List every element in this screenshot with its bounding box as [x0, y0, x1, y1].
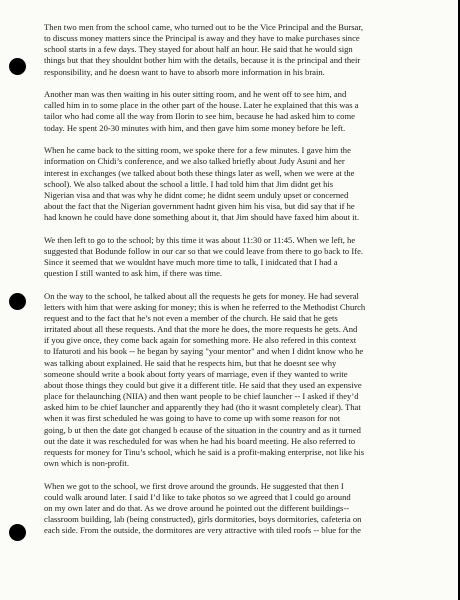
text-line: about those things they could but give it a different title. He said that they used an expensive	[44, 379, 362, 390]
text-line: was talking about explained. He said that he respects him, but that he doesnt see why	[44, 357, 337, 368]
text-line: today. He spent 20-30 minutes with him, and then gave him some money before he left.	[44, 122, 346, 133]
text-line: someone should write a book about forty years of marriage, even if they wanted to write	[44, 368, 348, 379]
text-line: suggested that Bodunde follow in our car so that we could leave from there to go back to Ife.	[44, 245, 364, 256]
text-line: When we got to the school, we first drove around the grounds. He suggested that then I	[44, 480, 344, 491]
paragraph	[44, 235, 429, 280]
text-line: to Ifaturoti and his book -- he began by saying "your mentor" and when I didnt know who he	[44, 346, 364, 357]
text-line: Nigerian visa and that was why he didnt come; he didnt seem unduly upset or concerned	[44, 189, 349, 200]
text-line: Then two men from the school came, who turned out to be the Vice Principal and the Bursar,	[44, 22, 364, 32]
text-line: place for thelaunching (NIIA) and then want people to be chief launcher -- I asked if they’d	[44, 391, 359, 402]
text-line: things but that they shouldnt bother him with the details, because it is the principal and their	[44, 55, 361, 66]
text-line: On the way to the school, he talked about all the requests he gets for money. He had several	[44, 290, 359, 301]
text-line: request and to the fact that he’s not even a member of the church. He said that he gets	[44, 313, 338, 323]
paragraph	[44, 89, 429, 134]
paragraph	[44, 481, 429, 537]
document-text	[44, 22, 429, 548]
text-line: could walk around later. I said I’d like to take photos so we agreed that I could go around	[44, 491, 351, 502]
text-line: irritated about all these requests. And that the more he does, the more requests he gets. And	[44, 324, 358, 335]
punch-hole-middle	[9, 293, 26, 310]
text-line: called him in to some place in the other part of the house. Later he explained that this was a	[44, 100, 359, 111]
text-line: tailor who had come all the way from Ilorin to see him, because he had asked him to come	[44, 111, 355, 122]
text-line: each side. From the outside, the dormitores are very attractive with tiled roofs -- blue for the	[44, 525, 361, 536]
text-line: classroom building, lab (being constructed), girls dormitories, boys dormitories, cafeteria on	[44, 514, 362, 525]
text-line: on my own later and do that. As we drove around he pointed out the different buildings--	[44, 502, 350, 513]
text-line: question I still wanted to ask him, if there was time.	[44, 268, 223, 279]
text-line: Since it seemed that we wouldnt have much more time to talk, I inidcated that I had a	[44, 256, 338, 267]
text-line: When he came back to the sitting room, we spoke there for a few minutes. I gave him the	[44, 145, 351, 156]
text-line: going, b ut then the date got changed b ecause of the situation in the country and as it turned	[44, 424, 361, 435]
text-line: asked him to be chief launcher and apparently they had (tho it wasnt completely clear). That	[44, 402, 361, 413]
paragraph	[44, 145, 429, 223]
punch-hole-bottom	[9, 524, 26, 541]
paragraph	[44, 291, 429, 470]
text-line: school starts in a few days. They stayed for about half an hour. He said that he would sign	[44, 44, 353, 55]
text-line: about the fact that the Nigerian government hadnt given him his visa, but did say that if he	[44, 200, 355, 211]
text-line: if you give once, they come back again for something more. He also refered in this context	[44, 335, 357, 346]
text-line: Another man was then waiting in his outer sitting room, and he went off to see him, and	[44, 89, 347, 100]
text-line: when it was first scheduled he was going to have to come up with some reason for not	[44, 413, 341, 424]
text-line: responsibility, and he doesn want to have to absorb more information in his brain.	[44, 66, 325, 77]
text-line: interest in exchanges (we talked about both these things later as well, when we were at the	[44, 167, 355, 178]
text-line: school). We also talked about the school a little. I had told him that Jim didnt get his	[44, 178, 334, 189]
text-line: own which is non-profit.	[44, 458, 129, 469]
text-line: to discuss money matters since the Principal is away and they have to make purchases since	[44, 33, 360, 44]
punch-hole-top	[9, 58, 26, 75]
text-line: had known he could have done something about it, that Jim should have faxed him about it.	[44, 212, 360, 223]
text-line: letters with him that were asking for money; this is when he referred to the Methodist Church	[44, 301, 366, 312]
text-line: We then left to go to the school; by this time it was about 11:30 or 11:45. When we left, he	[44, 234, 356, 245]
text-line: requests for money for Tinu’s school, which he said is a profit-making enterprise, not like his	[44, 446, 365, 457]
paragraph	[44, 22, 429, 78]
text-line: information on Chidi’s conference, and we also talked briefly about Judy Asuni and her	[44, 156, 345, 167]
text-line: out the date it was rescheduled for was when he had his board meeting. He also referred to	[44, 435, 356, 446]
